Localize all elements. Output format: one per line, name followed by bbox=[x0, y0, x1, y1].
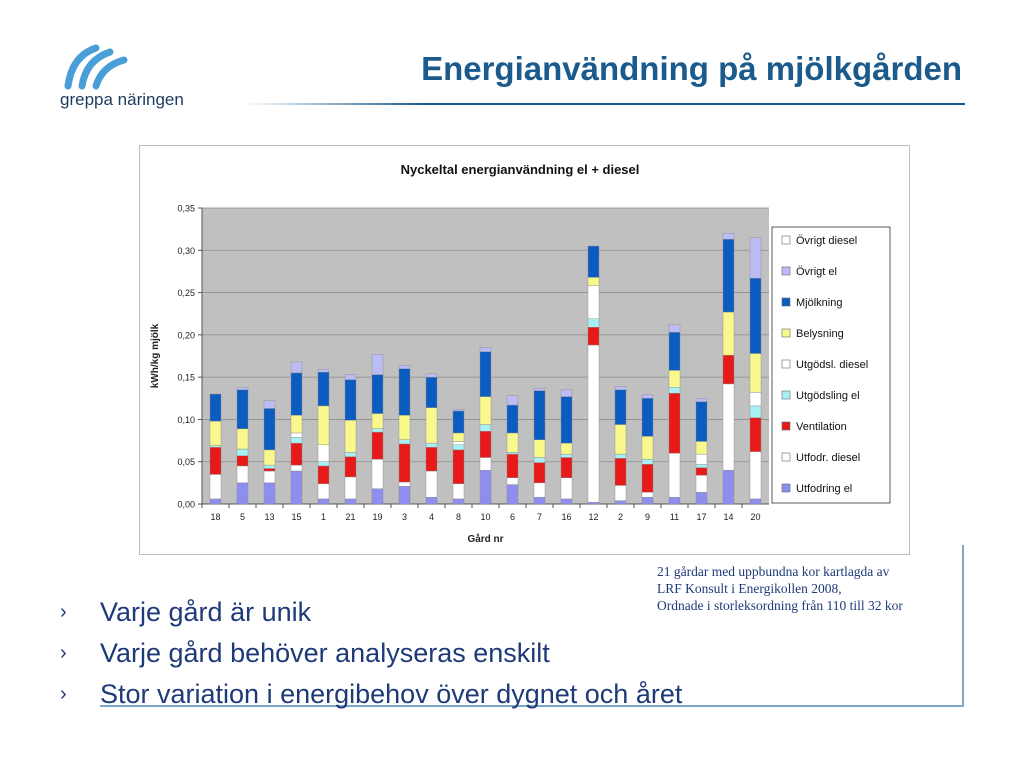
bar-segment bbox=[480, 457, 491, 470]
bar-segment bbox=[453, 450, 464, 484]
bar-segment bbox=[480, 431, 491, 457]
bar-segment bbox=[345, 375, 356, 380]
bar-segment bbox=[642, 492, 653, 497]
bar-segment bbox=[723, 355, 734, 384]
bar-segment bbox=[750, 452, 761, 499]
bar-segment bbox=[588, 277, 599, 285]
x-tick-label: 7 bbox=[536, 512, 543, 522]
bar-segment bbox=[480, 470, 491, 504]
bar-segment bbox=[561, 390, 572, 397]
bar-segment bbox=[669, 332, 680, 370]
bar-segment bbox=[669, 497, 680, 504]
bar-segment bbox=[399, 415, 410, 440]
bar-segment bbox=[669, 370, 680, 387]
source-note bbox=[657, 563, 903, 614]
bullet-list bbox=[60, 592, 682, 715]
bar-segment bbox=[399, 482, 410, 486]
y-tick-label: 0,35 bbox=[177, 203, 195, 214]
bar-segment bbox=[291, 415, 302, 433]
legend-entry: Utgödsling el bbox=[796, 390, 860, 402]
bar-segment bbox=[345, 380, 356, 421]
chart-title: Nyckeltal energianvändning el + diesel bbox=[400, 162, 640, 177]
bar-segment bbox=[696, 398, 707, 401]
x-tick-label: 15 bbox=[291, 512, 302, 522]
x-tick-label: 13 bbox=[264, 512, 275, 522]
frame-line-vertical bbox=[962, 545, 964, 705]
bar-segment bbox=[588, 502, 599, 504]
bar-segment bbox=[237, 456, 248, 466]
bar-segment bbox=[210, 499, 221, 504]
bar-segment bbox=[480, 397, 491, 425]
x-tick-label: 4 bbox=[428, 512, 435, 522]
legend-swatch bbox=[782, 422, 790, 430]
bar-segment bbox=[588, 345, 599, 502]
y-axis-label: kWh/kg mjölk bbox=[150, 323, 161, 389]
legend-entry: Övrigt diesel bbox=[796, 235, 858, 247]
bar-segment bbox=[210, 394, 221, 421]
bullet-marker: › bbox=[60, 642, 67, 664]
bar-segment bbox=[588, 286, 599, 319]
bar-segment bbox=[345, 477, 356, 499]
x-tick-label: 2 bbox=[617, 512, 624, 522]
bar-segment bbox=[561, 478, 572, 499]
bar-segment bbox=[399, 369, 410, 416]
legend-entry: Ventilation bbox=[796, 421, 847, 433]
legend-entry: Utgödsl. diesel bbox=[796, 359, 869, 371]
bar-segment bbox=[696, 475, 707, 492]
x-tick-label: 9 bbox=[644, 512, 651, 522]
bar-segment bbox=[750, 278, 761, 353]
bar-segment bbox=[453, 441, 464, 444]
bar-segment bbox=[642, 436, 653, 459]
bar-segment bbox=[237, 449, 248, 456]
bar-segment bbox=[669, 387, 680, 393]
bar-segment bbox=[642, 464, 653, 492]
bar-segment bbox=[426, 443, 437, 447]
bar-segment bbox=[615, 501, 626, 504]
bar-segment bbox=[318, 445, 329, 462]
source-note-line: LRF Konsult i Energikollen 2008, bbox=[657, 581, 842, 596]
bar-segment bbox=[561, 443, 572, 454]
bar-segment bbox=[345, 452, 356, 456]
bar-segment bbox=[372, 429, 383, 432]
bar-segment bbox=[534, 497, 545, 504]
bar-segment bbox=[723, 239, 734, 312]
bar-segment bbox=[372, 375, 383, 414]
bar-segment bbox=[291, 433, 302, 437]
bar-segment bbox=[534, 388, 545, 391]
bar-segment bbox=[237, 429, 248, 449]
bar-segment bbox=[372, 354, 383, 374]
y-tick-label: 0,10 bbox=[177, 414, 195, 425]
bar-segment bbox=[615, 386, 626, 389]
bar-segment bbox=[480, 425, 491, 432]
title-divider bbox=[245, 103, 965, 105]
bar-segment bbox=[507, 396, 518, 405]
bar-segment bbox=[588, 319, 599, 327]
bar-segment bbox=[507, 405, 518, 433]
x-tick-label: 19 bbox=[372, 512, 383, 522]
bar-segment bbox=[669, 453, 680, 497]
bar-segment bbox=[291, 443, 302, 465]
stacked-bar-chart bbox=[140, 146, 909, 554]
bar-segment bbox=[669, 325, 680, 333]
brand-name: greppa näringen bbox=[60, 90, 184, 109]
bar-segment bbox=[372, 489, 383, 504]
bar-segment bbox=[399, 440, 410, 444]
bar-segment bbox=[696, 402, 707, 442]
bar-segment bbox=[426, 374, 437, 377]
bar-segment bbox=[480, 348, 491, 352]
bar-segment bbox=[291, 362, 302, 373]
x-tick-label: 20 bbox=[750, 512, 761, 522]
bar-segment bbox=[264, 465, 275, 468]
bullet-item bbox=[60, 633, 682, 674]
bar-segment bbox=[723, 233, 734, 239]
x-tick-label: 8 bbox=[455, 512, 462, 522]
bar-segment bbox=[615, 454, 626, 458]
bar-segment bbox=[237, 466, 248, 483]
bar-segment bbox=[507, 433, 518, 452]
legend-swatch bbox=[782, 484, 790, 492]
bar-segment bbox=[264, 483, 275, 504]
bar-segment bbox=[291, 465, 302, 471]
bar-segment bbox=[453, 433, 464, 441]
legend-entry: Mjölkning bbox=[796, 297, 843, 309]
bar-segment bbox=[696, 492, 707, 504]
bullet-marker: › bbox=[60, 601, 67, 623]
bar-segment bbox=[345, 499, 356, 504]
legend-swatch bbox=[782, 267, 790, 275]
bar-segment bbox=[318, 499, 329, 504]
bar-segment bbox=[561, 397, 572, 444]
x-tick-label: 10 bbox=[480, 512, 491, 522]
bar-segment bbox=[534, 483, 545, 497]
legend-swatch bbox=[782, 236, 790, 244]
bar-segment bbox=[750, 418, 761, 452]
bar-segment bbox=[264, 471, 275, 483]
bar-segment bbox=[507, 478, 518, 485]
bar-segment bbox=[723, 312, 734, 355]
bar-segment bbox=[534, 463, 545, 483]
bar-segment bbox=[426, 497, 437, 504]
bar-segment bbox=[345, 457, 356, 477]
bar-segment bbox=[615, 485, 626, 500]
bar-segment bbox=[237, 483, 248, 504]
bar-segment bbox=[372, 459, 383, 489]
bar-segment bbox=[210, 421, 221, 446]
bar-segment bbox=[588, 246, 599, 277]
bar-segment bbox=[453, 484, 464, 499]
y-tick-label: 0,00 bbox=[177, 499, 195, 510]
x-axis-label: Gård nr bbox=[467, 534, 504, 545]
bar-segment bbox=[318, 466, 329, 484]
bar-segment bbox=[507, 485, 518, 504]
bar-segment bbox=[426, 471, 437, 497]
bar-segment bbox=[345, 420, 356, 452]
bar-segment bbox=[372, 432, 383, 459]
x-tick-label: 21 bbox=[345, 512, 356, 522]
bullet-text: Stor variation i energibehov över dygnet och året bbox=[100, 679, 683, 709]
y-tick-label: 0,20 bbox=[177, 330, 195, 341]
x-tick-label: 17 bbox=[696, 512, 707, 522]
bar-segment bbox=[264, 450, 275, 465]
bar-segment bbox=[426, 447, 437, 471]
x-tick-label: 6 bbox=[509, 512, 516, 522]
bar-segment bbox=[750, 406, 761, 418]
bullet-item bbox=[60, 592, 682, 633]
bar-segment bbox=[318, 370, 329, 373]
bar-segment bbox=[318, 462, 329, 466]
bar-segment bbox=[237, 387, 248, 390]
x-tick-label: 11 bbox=[669, 512, 680, 522]
bar-segment bbox=[696, 468, 707, 476]
y-tick-label: 0,05 bbox=[177, 457, 195, 468]
bar-segment bbox=[453, 411, 464, 433]
bar-segment bbox=[588, 327, 599, 345]
bar-segment bbox=[291, 471, 302, 504]
bar-segment bbox=[399, 486, 410, 504]
chart-panel bbox=[139, 145, 910, 555]
x-tick-label: 18 bbox=[210, 512, 221, 522]
bar-segment bbox=[453, 499, 464, 504]
bar-segment bbox=[372, 414, 383, 429]
slide-title: Energianvändning på mjölkgården bbox=[421, 50, 962, 87]
bullet-marker: › bbox=[60, 683, 67, 705]
bar-segment bbox=[669, 393, 680, 453]
bar-segment bbox=[615, 390, 626, 425]
x-tick-label: 3 bbox=[401, 512, 408, 522]
y-tick-label: 0,25 bbox=[177, 288, 195, 299]
bar-segment bbox=[210, 447, 221, 474]
x-tick-label: 12 bbox=[588, 512, 599, 522]
bar-segment bbox=[264, 468, 275, 471]
bar-segment bbox=[750, 238, 761, 279]
legend-swatch bbox=[782, 298, 790, 306]
bullet-text: Varje gård behöver analyseras enskilt bbox=[100, 638, 550, 668]
source-note-line: 21 gårdar med uppbundna kor kartlagda av bbox=[657, 564, 890, 579]
legend-swatch bbox=[782, 391, 790, 399]
bar-segment bbox=[723, 384, 734, 470]
bar-segment bbox=[399, 444, 410, 482]
legend-entry: Utfodring el bbox=[796, 483, 853, 495]
source-note-line: Ordnade i storleksordning från 110 till 32 kor bbox=[657, 598, 903, 613]
bar-segment bbox=[426, 377, 437, 407]
bar-segment bbox=[642, 459, 653, 464]
bar-segment bbox=[210, 474, 221, 499]
x-tick-label: 16 bbox=[561, 512, 572, 522]
bar-segment bbox=[750, 353, 761, 392]
legend-entry: Övrigt el bbox=[796, 266, 837, 278]
bar-segment bbox=[507, 454, 518, 478]
bar-segment bbox=[561, 457, 572, 477]
bar-segment bbox=[399, 365, 410, 368]
legend-entry: Utfodr. diesel bbox=[796, 452, 861, 464]
legend-swatch bbox=[782, 329, 790, 337]
bar-segment bbox=[318, 372, 329, 406]
bar-segment bbox=[318, 484, 329, 499]
bar-segment bbox=[237, 390, 248, 429]
x-tick-label: 1 bbox=[320, 512, 327, 522]
bar-segment bbox=[642, 395, 653, 398]
bar-segment bbox=[426, 408, 437, 444]
legend-swatch bbox=[782, 360, 790, 368]
bar-segment bbox=[453, 445, 464, 450]
x-tick-label: 5 bbox=[239, 512, 246, 522]
bar-segment bbox=[453, 409, 464, 411]
bar-segment bbox=[696, 454, 707, 464]
bar-segment bbox=[642, 398, 653, 436]
bar-segment bbox=[561, 499, 572, 504]
bar-segment bbox=[750, 499, 761, 504]
bullet-item bbox=[60, 674, 682, 715]
bar-segment bbox=[615, 425, 626, 455]
bar-segment bbox=[750, 392, 761, 406]
bar-segment bbox=[723, 470, 734, 504]
bar-segment bbox=[264, 401, 275, 409]
bar-segment bbox=[696, 464, 707, 467]
legend-swatch bbox=[782, 453, 790, 461]
bar-segment bbox=[318, 406, 329, 445]
x-tick-label: 14 bbox=[723, 512, 734, 522]
bar-segment bbox=[480, 352, 491, 397]
bar-segment bbox=[615, 458, 626, 485]
bar-segment bbox=[534, 440, 545, 458]
bar-segment bbox=[291, 437, 302, 443]
bar-segment bbox=[534, 457, 545, 462]
bar-segment bbox=[696, 441, 707, 454]
bar-segment bbox=[534, 391, 545, 440]
y-tick-label: 0,15 bbox=[177, 372, 195, 383]
bar-segment bbox=[210, 446, 221, 448]
bar-segment bbox=[291, 373, 302, 415]
y-tick-label: 0,30 bbox=[177, 245, 195, 256]
bullet-text: Varje gård är unik bbox=[100, 597, 312, 627]
legend-entry: Belysning bbox=[796, 328, 844, 340]
bar-segment bbox=[507, 452, 518, 454]
bar-segment bbox=[561, 454, 572, 457]
bar-segment bbox=[264, 408, 275, 449]
bar-segment bbox=[642, 497, 653, 504]
